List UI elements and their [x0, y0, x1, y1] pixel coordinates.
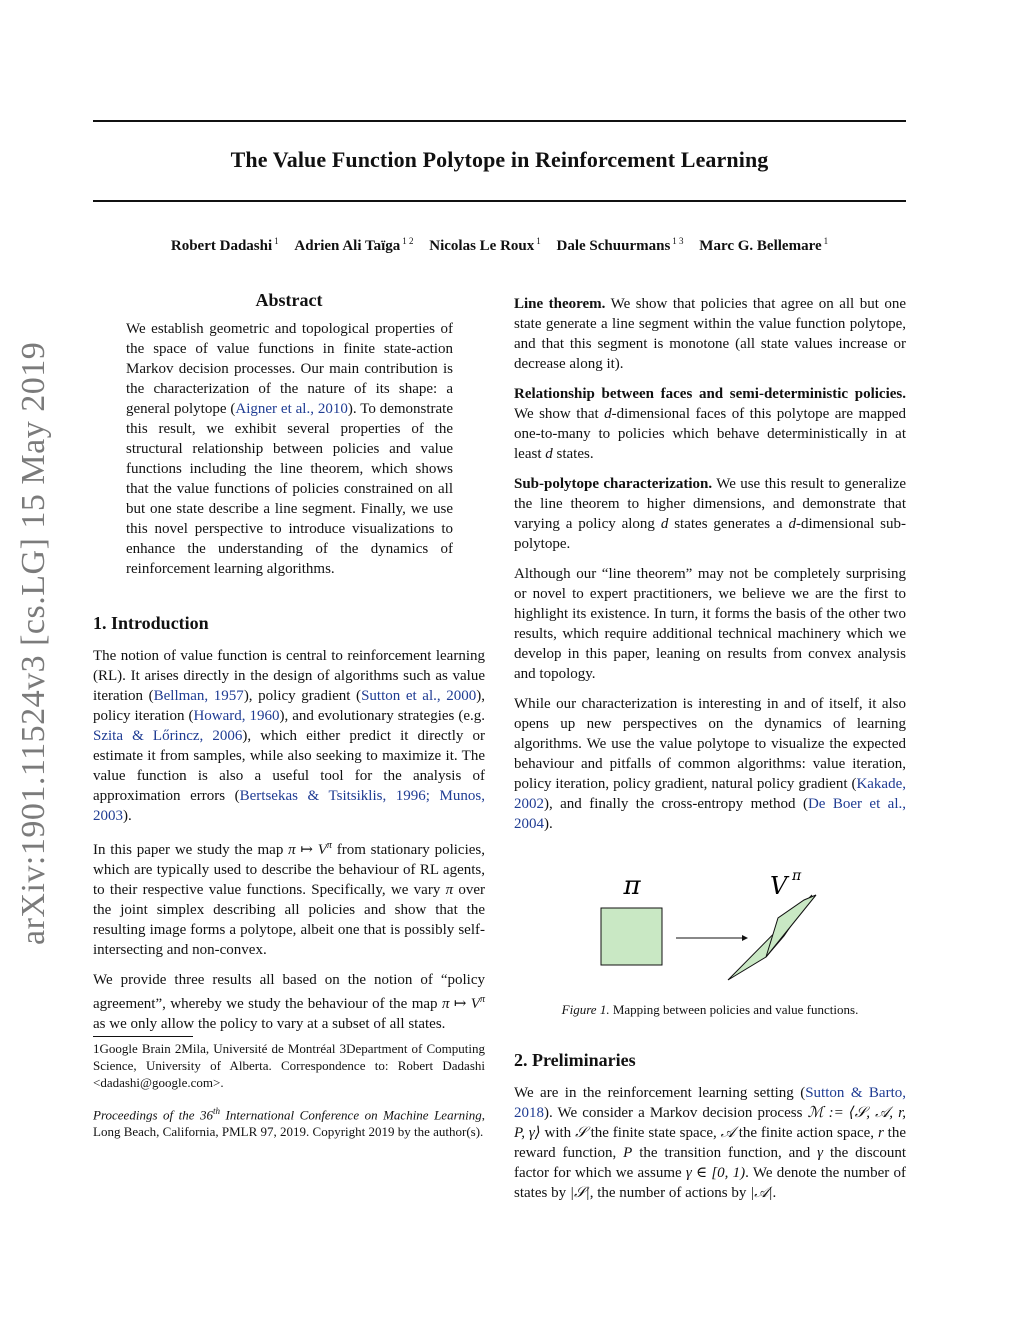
citation-link[interactable]: Sutton et al., 2000: [361, 688, 477, 704]
paper-title: The Value Function Polytope in Reinforcement Learning: [230, 147, 769, 172]
intro-paragraph: In this paper we study the map π ↦ $V^\pi$ from stationary policies, which are typically used to describe the behaviour of RL agents, to their respective value functions. Specifically, we vary π over the joint simplex describing all policies and show that the resulting image forms a polytope, albeit one that is possibly self-intersecting and non-convex.: [93, 840, 485, 958]
value-label: V: [770, 872, 788, 900]
mapping-arrow-head: [742, 935, 748, 941]
preliminaries-paragraph: We are in the reinforcement learning setting (Sutton & Barto, 2018). We consider a Markov decision process ℳ := ⟨𝒮, 𝒜, r, P, γ⟩ with 𝒮 the finite state space, 𝒜 the finite action space, r the reward function, P the transition function, and γ the discount factor for which we assume γ ∈ [0, 1). We denote the number of states by |𝒮|, the number of actions by |𝒜|.: [514, 1085, 907, 1201]
author: Robert Dadashi $^1$: [170, 236, 279, 254]
paragraph-perspectives: While our characterization is interesting in and of itself, it also opens up new perspectives on the dynamics of learning algorithms. We use the value polytope to visualize the expected behaviour and pitfalls of common algorithms: value iteration, policy iteration, policy gradient, natural policy gradient (Kakade, 2002), and finally the cross-entropy method (De Boer et al., 2004).: [514, 696, 906, 832]
left-column: [93, 290, 485, 1140]
policy-to-value-diagram: [514, 850, 906, 1000]
citation-link[interactable]: De Boer et al., 2004: [514, 796, 906, 832]
author: Marc G. Bellemare $^1$: [699, 236, 829, 254]
footnote-affiliations: 1Google Brain 2Mila, Université de Montréal 3Department of Computing Science, University of Alberta. Correspondence to: Robert Dadashi <dadashi@google.com>.: [93, 1041, 485, 1090]
footnote-rule: [93, 1036, 193, 1037]
policy-square: [601, 908, 662, 965]
citation-link[interactable]: Bellman, 1957: [153, 688, 244, 704]
top-rule: [93, 120, 906, 122]
paragraph-line-theorem-novelty: Although our “line theorem” may not be completely surprising or novel to expert practitioners, we believe we are the first to highlight its existence. In turn, it forms the basis of the other two results, which require additional technical machinery which we develop in this paper, leaning on results from convex analysis and topology.: [514, 566, 906, 682]
author: Dale Schuurmans $^{1 3}$: [556, 236, 684, 254]
citation-link[interactable]: Szita & Lőrincz, 2006: [93, 728, 243, 744]
section-heading-preliminaries: 2. Preliminaries: [514, 1050, 636, 1070]
policy-label: π: [623, 871, 641, 901]
section-heading-introduction: 1. Introduction: [93, 613, 209, 633]
result-sub-polytope: Sub-polytope characterization. We use this result to generalize the line theorem to higher dimensions, and demonstrate that varying a policy along d states generates a d-dimensional sub-polytope.: [514, 476, 907, 552]
figure-caption: Figure 1. Mapping between policies and value functions.: [561, 1002, 859, 1017]
abstract-text: We establish geometric and topological properties of the space of value functions in finite state-action Markov decision processes. Our main contribution is the characterization of the nature of its shape: a general polytope (Aigner et al., 2010). To demonstrate this result, we exhibit several properties of the structural relationship between policies and value functions including the line theorem, which shows that the value functions of policies constrained on all but one state describe a line segment. Finally, we use this novel perspective to introduce visualizations to enhance the understanding of the dynamics of reinforcement learning algorithms.: [126, 321, 454, 577]
author: Adrien Ali Taïga $^{1 2}$: [294, 236, 414, 254]
title-bottom-rule: [93, 200, 906, 202]
abstract-heading: Abstract: [255, 290, 323, 310]
result-line-theorem: Line theorem. We show that policies that agree on all but one state generate a line segment within the value function polytope, and that this segment is monotone (all state values increase or decrease along it).: [514, 296, 906, 372]
footnote-proceedings: Proceedings of the 36th International Conference on Machine Learning, Long Beach, California, PMLR 97, 2019. Copyright 2019 by the author(s).: [93, 1106, 485, 1140]
citation-link[interactable]: Howard, 1960: [193, 708, 280, 724]
citation-link[interactable]: Sutton & Barto, 2018: [514, 1085, 906, 1121]
value-superscript: π: [792, 868, 802, 884]
citation-link[interactable]: Bertsekas & Tsitsiklis, 1996; Munos, 2003: [93, 788, 485, 824]
right-column: [514, 294, 906, 1203]
author: Nicolas Le Roux $^1$: [429, 236, 541, 254]
citation-link[interactable]: Kakade, 2002: [514, 776, 906, 812]
intro-paragraph: The notion of value function is central to reinforcement learning (RL). It arises directly in the design of algorithms such as value iteration (Bellman, 1957), policy gradient (Sutton et al., 2000), policy iteration (Howard, 1960), and evolutionary strategies (e.g. Szita & Lőrincz, 2006), which either predict it directly or estimate it from samples, while also seeking to maximize it. The value function is also a useful tool for the analysis of approximation errors (Bertsekas & Tsitsiklis, 1996; Munos, 2003).: [93, 648, 486, 824]
author-list: [93, 236, 906, 255]
value-polytope-upper: [766, 895, 816, 957]
figure-1: [514, 850, 906, 1000]
citation-link[interactable]: Aigner et al., 2010: [235, 401, 348, 417]
arxiv-side-label: arXiv:1901.11524v3 [cs.LG] 15 May 2019: [15, 341, 52, 945]
intro-paragraph: We provide three results all based on the notion of “policy agreement”, whereby we study the behaviour of the map π ↦ $V^\pi$ as we only allow the policy to vary at a subset of all states.: [93, 972, 485, 1032]
result-faces: Relationship between faces and semi-deterministic policies. We show that d-dimensional faces of this polytope are mapped one-to-many to policies which behave deterministically in at least d states.: [514, 386, 907, 462]
